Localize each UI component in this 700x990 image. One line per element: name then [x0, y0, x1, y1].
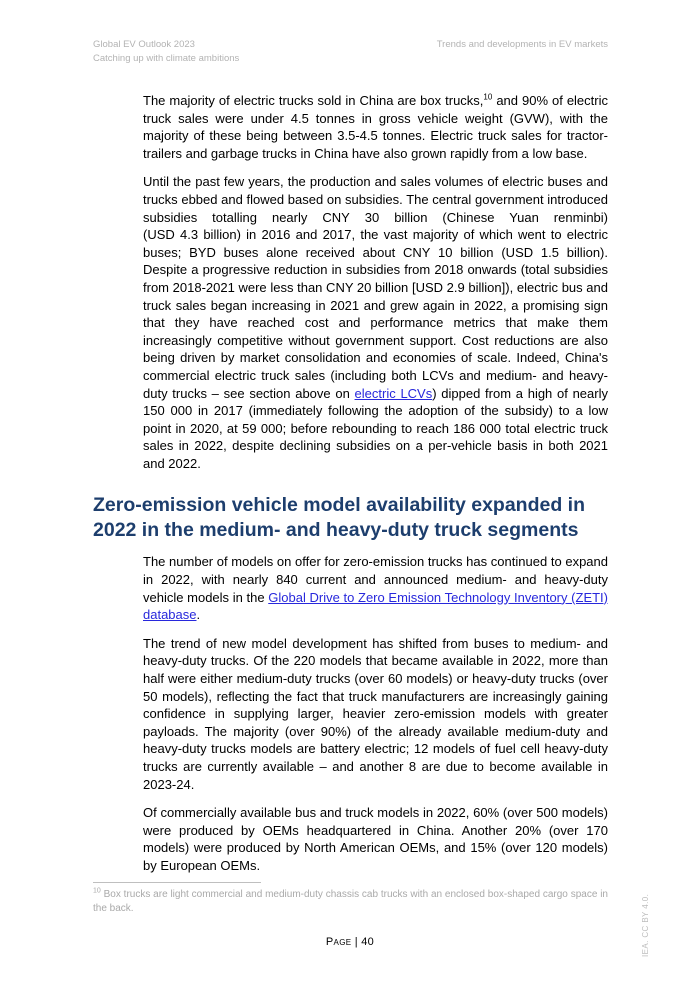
- paragraph-box-trucks: [143, 92, 608, 162]
- section-heading: Zero-emission vehicle model availability expanded in 2022 in the medium- and heavy-duty truck segments: [93, 494, 585, 542]
- body-column: [93, 92, 608, 886]
- running-header: [93, 38, 608, 65]
- header-chapter-title: Trends and developments in EV markets: [436, 39, 608, 50]
- link-electric-lcvs[interactable]: electric LCVs: [354, 385, 433, 401]
- footnote-divider: [93, 882, 261, 883]
- footnote-number: 10: [93, 887, 101, 895]
- header-report-subtitle: Catching up with climate ambitions: [93, 52, 240, 64]
- paragraph-text: and 90% of electric truck sales were under 4.5 tonnes in gross vehicle weight (GVW), with the majority of these being between 3.5-4.5 tonnes. Electric truck sales for tractor-trailers and garbage trucks in China have also grown rapidly from a low base.: [143, 93, 608, 161]
- paragraph-text: The number of models on offer for zero-emission trucks has continued to expand in 2022, with nearly 840 current and announced medium- and heavy-duty vehicle models in the: [143, 554, 608, 605]
- paragraph-subsidies: [143, 173, 608, 472]
- footnote: [93, 888, 608, 915]
- paragraph-zeti: [143, 553, 608, 623]
- document-page: Global EV Outlook 2023 Catching up with climate ambitions Trends and developments in EV markets The majority of electric trucks sold in China are box trucks,$^{10}$ and 90% of electric truck sales were under 4.5 tonnes in gross vehicle weight (GVW), with the majority of these being between 3.5-4.5 tonnes. Electric truck sales for tractor-trailers and garbage trucks in China have also grown rapidly from a low base. Until the past few years, the production and sales volumes of electric buses and trucks ebbed and flowed based on subsidies. The central government introduced subsidies totalling nearly CNY 30 billion (Chinese Yuan renminbi) (USD 4.3 billion) in 2016 and 2017, the vast majority of which went to electric buses; BYD buses alone received about CNY 10 billion (USD 1.5 billion). Despite a progressive reduction in subsidies from 2018 onwards (total subsidies from 2018-2021 were less than CNY 20 billion [USD 2.9 billion]), electric bus and truck sales began increasing in 2021 and grew again in 2022, a promising sign that they have reached cost and performance metrics that make them increasingly competitive without government support. Cost reductions are also being driven by market consolidation and economies of scale. Indeed, China's commercial electric truck sales (including both LCVs and medium- and heavy-duty trucks – see section above on electric LCVs) dipped from a high of nearly 150 000 in 2017 (immediately following the adoption of the subsidy) to a low point in 2020, at 59 000; before rebounding to reach 186 000 total electric truck sales in 2022, despite declining subsidies on a per-vehicle basis in both 2021 and 2022. Zero-emission vehicle model availability expanded in 2022 in the medium- and heavy-duty truck segments The number of models on offer for zero-emission trucks has continued to expand in 2022, with nearly 840 current and announced medium- and heavy-duty vehicle models in the Global Drive to Zero Emission Technology Inventory (ZETI) database. The trend of new model development has shifted from buses to medium- and heavy-duty trucks. Of the 220 models that became available in 2022, more than half were either medium-duty trucks (over 60 models) or heavy-duty trucks (over 50 models), reflecting the fact that truck manufacturers are increasingly gaining confidence in supplying larger, heavier zero-emission models with greater payloads. The majority (over 90%) of the already available medium-duty and heavy-duty trucks models are battery electric; 12 models of fuel cell heavy-duty trucks are currently available – and another 8 are due to become available in 2023-24. Of commercially available bus and truck models in 2022, 60% (over 500 models) were produced by OEMs headquartered in China. Another 20% (over 170 models) were produced by North American OEMs, and 15% (over 120 models) by European OEMs. $^{10}$ Box trucks are light commercial and medium-duty chassis cab trucks with an enclosed box-shaped cargo space in the back. Page | 40 IEA. CC BY 4.0.: [0, 0, 700, 990]
- paragraph-text: The majority of electric trucks sold in China are box trucks,: [143, 93, 484, 108]
- page-number: Page | 40: [325, 936, 375, 948]
- link-zeti-database[interactable]: Global Drive to Zero Emission Technology Inventory (ZETI) database: [143, 589, 608, 623]
- header-report-title: Global EV Outlook 2023: [93, 39, 195, 50]
- footnote-block: [93, 882, 608, 915]
- footnote-text: Box trucks are light commercial and medium-duty chassis cab trucks with an enclosed box-shaped cargo space in the back.: [93, 889, 608, 914]
- footnote-reference: 10: [483, 92, 493, 102]
- paragraph-oems: Of commercially available bus and truck models in 2022, 60% (over 500 models) were produced by OEMs headquartered in China. Another 20% (over 170 models) were produced by North American OEMs, and 15% (over 120 models) by European OEMs.: [143, 805, 608, 873]
- paragraph-text: ) dipped from a high of nearly 150 000 in 2017 (immediately following the adoption of the subsidy) to a low point in 2020, at 59 000; before rebounding to reach 186 000 total electric truck sales in 2022, despite declining subsidies on a per-vehicle basis in both 2021 and 2022.: [143, 385, 608, 471]
- paragraph-text: Until the past few years, the production and sales volumes of electric buses and trucks ebbed and flowed based on subsidies. The central government introduced subsidies totalling nearly CNY 30 billion (Chinese Yuan renminbi) (USD 4.3 billion) in 2016 and 2017, the vast majority of which went to electric buses; BYD buses alone received about CNY 10 billion (USD 1.5 billion). Despite a progressive reduction in subsidies from 2018 onwards (total subsidies from 2018-2021 were less than CNY 20 billion [USD 2.9 billion]), electric bus and truck sales began increasing in 2021 and grew again in 2022, a promising sign that they have reached cost and performance metrics that make them increasingly competitive without government support. Cost reductions are also being driven by market consolidation and economies of scale. Indeed, China's commercial electric truck sales (including both LCVs and medium- and heavy-duty trucks – see section above on: [143, 174, 608, 401]
- paragraph-text: .: [196, 607, 201, 623]
- paragraph-model-trend: The trend of new model development has shifted from buses to medium- and heavy-duty trucks. Of the 220 models that became available in 2022, more than half were either medium-duty trucks (over 60 models) or heavy-duty trucks (over 50 models), reflecting the fact that truck manufacturers are increasingly gaining confidence in supplying larger, heavier zero-emission models with greater payloads. The majority (over 90%) of the already available medium-duty and heavy-duty trucks models are battery electric; 12 models of fuel cell heavy-duty trucks are currently available – and another 8 are due to become available in 2023-24.: [143, 635, 608, 792]
- header-left: [93, 38, 239, 65]
